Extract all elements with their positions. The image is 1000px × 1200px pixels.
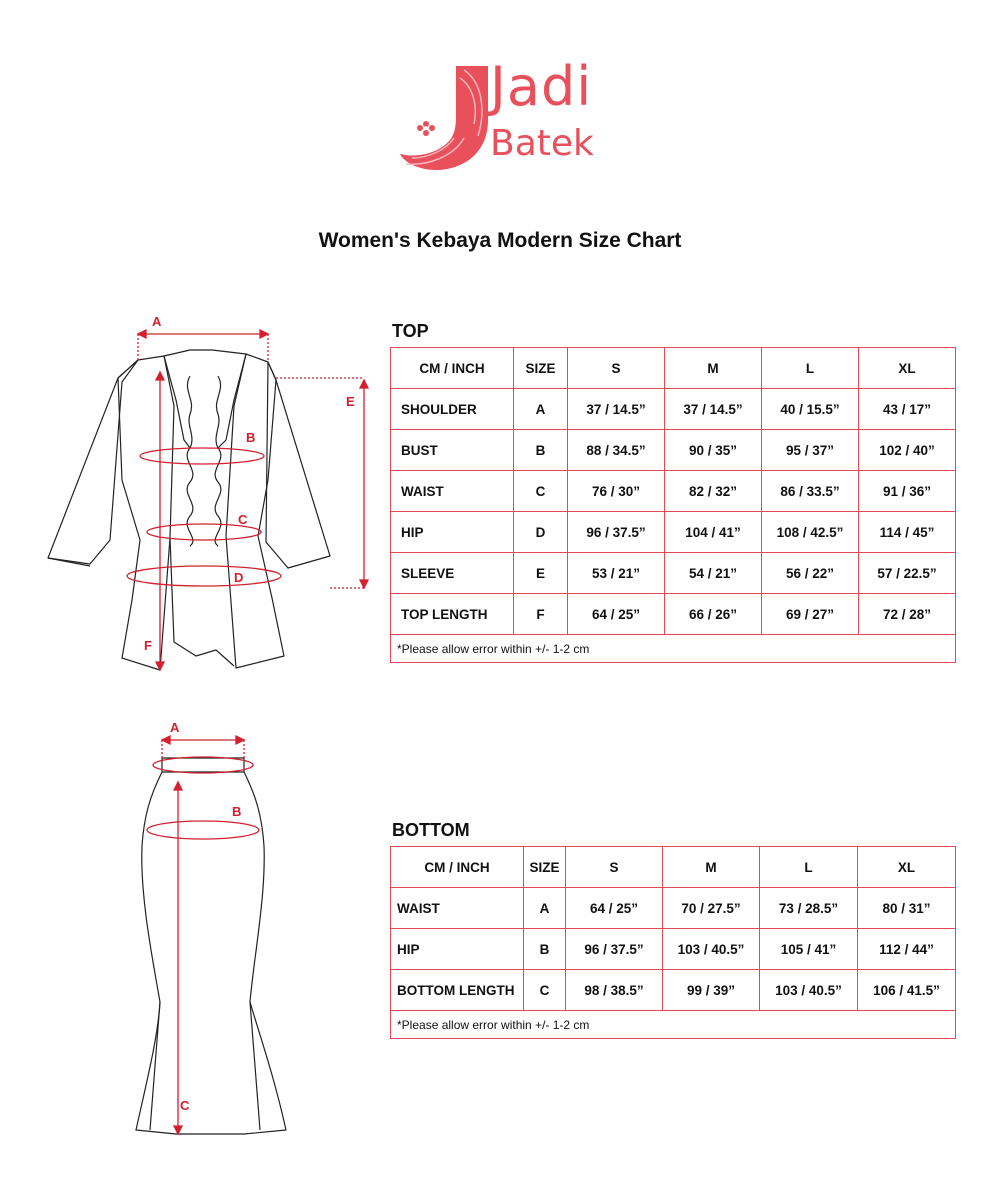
column-header: S xyxy=(566,847,663,888)
brand-name-line2: Batek xyxy=(490,123,594,164)
size-value: 76 / 30” xyxy=(568,471,665,512)
note-row xyxy=(391,635,956,663)
column-header: CM / INCH xyxy=(391,348,514,389)
column-header: M xyxy=(665,348,762,389)
size-value: 103 / 40.5” xyxy=(760,970,858,1011)
top-size-table xyxy=(390,347,956,663)
size-code: C xyxy=(524,970,566,1011)
size-value: 54 / 21” xyxy=(665,553,762,594)
size-value: 43 / 17” xyxy=(859,389,956,430)
bottom-label-c: C xyxy=(180,1098,190,1113)
size-value: 98 / 38.5” xyxy=(566,970,663,1011)
top-label-f: F xyxy=(144,638,152,653)
size-value: 112 / 44” xyxy=(858,929,956,970)
size-value: 70 / 27.5” xyxy=(663,888,760,929)
size-value: 103 / 40.5” xyxy=(663,929,760,970)
size-value: 99 / 39” xyxy=(663,970,760,1011)
size-value: 106 / 41.5” xyxy=(858,970,956,1011)
size-value: 69 / 27” xyxy=(762,594,859,635)
brand-name-line1: Jadi xyxy=(490,55,593,118)
top-label-a: A xyxy=(152,314,162,329)
size-value: 108 / 42.5” xyxy=(762,512,859,553)
size-code: A xyxy=(524,888,566,929)
size-value: 80 / 31” xyxy=(858,888,956,929)
column-header: XL xyxy=(859,348,956,389)
size-code: D xyxy=(514,512,568,553)
bottom-label-b: B xyxy=(232,804,242,819)
measure-name: TOP LENGTH xyxy=(391,594,514,635)
column-header: M xyxy=(663,847,760,888)
column-header: L xyxy=(762,348,859,389)
table-header-row xyxy=(391,348,956,389)
size-value: 88 / 34.5” xyxy=(568,430,665,471)
size-value: 72 / 28” xyxy=(859,594,956,635)
table-row xyxy=(391,970,956,1011)
size-value: 105 / 41” xyxy=(760,929,858,970)
size-value: 66 / 26” xyxy=(665,594,762,635)
size-value: 64 / 25” xyxy=(566,888,663,929)
column-header: L xyxy=(760,847,858,888)
brand-logo xyxy=(398,55,608,170)
size-value: 37 / 14.5” xyxy=(665,389,762,430)
size-value: 57 / 22.5” xyxy=(859,553,956,594)
table-row xyxy=(391,888,956,929)
tolerance-note: *Please allow error within +/- 1-2 cm xyxy=(391,1011,956,1039)
page-title: Women's Kebaya Modern Size Chart xyxy=(318,229,682,252)
tolerance-note: *Please allow error within +/- 1-2 cm xyxy=(391,635,956,663)
bottom-size-table xyxy=(390,846,956,1039)
note-row xyxy=(391,1011,956,1039)
size-code: E xyxy=(514,553,568,594)
table-row xyxy=(391,594,956,635)
column-header: SIZE xyxy=(514,348,568,389)
measure-name: SLEEVE xyxy=(391,553,514,594)
size-code: B xyxy=(524,929,566,970)
size-code: A xyxy=(514,389,568,430)
size-value: 114 / 45” xyxy=(859,512,956,553)
table-row xyxy=(391,471,956,512)
table-row xyxy=(391,929,956,970)
table-row xyxy=(391,512,956,553)
column-header: XL xyxy=(858,847,956,888)
size-value: 64 / 25” xyxy=(568,594,665,635)
size-value: 86 / 33.5” xyxy=(762,471,859,512)
size-value: 56 / 22” xyxy=(762,553,859,594)
top-label-c: C xyxy=(238,512,248,527)
top-label-e: E xyxy=(346,394,355,409)
size-value: 82 / 32” xyxy=(665,471,762,512)
top-label-b: B xyxy=(246,430,256,445)
size-value: 96 / 37.5” xyxy=(566,929,663,970)
measure-name: SHOULDER xyxy=(391,389,514,430)
measure-name: HIP xyxy=(391,929,524,970)
size-code: F xyxy=(514,594,568,635)
measure-name: BOTTOM LENGTH xyxy=(391,970,524,1011)
measure-name: WAIST xyxy=(391,888,524,929)
kebaya-skirt-diagram xyxy=(120,716,300,1140)
size-code: B xyxy=(514,430,568,471)
size-value: 37 / 14.5” xyxy=(568,389,665,430)
size-code: C xyxy=(514,471,568,512)
size-value: 53 / 21” xyxy=(568,553,665,594)
bottom-section-heading: BOTTOM xyxy=(392,820,470,840)
batik-j-mark-icon xyxy=(398,58,488,170)
size-value: 91 / 36” xyxy=(859,471,956,512)
size-value: 90 / 35” xyxy=(665,430,762,471)
top-section-heading: TOP xyxy=(392,321,429,341)
size-value: 96 / 37.5” xyxy=(568,512,665,553)
column-header: SIZE xyxy=(524,847,566,888)
size-value: 104 / 41” xyxy=(665,512,762,553)
column-header: CM / INCH xyxy=(391,847,524,888)
size-value: 102 / 40” xyxy=(859,430,956,471)
top-label-d: D xyxy=(234,570,244,585)
size-value: 73 / 28.5” xyxy=(760,888,858,929)
size-value: 95 / 37” xyxy=(762,430,859,471)
measure-name: WAIST xyxy=(391,471,514,512)
measure-name: BUST xyxy=(391,430,514,471)
table-row xyxy=(391,430,956,471)
table-row xyxy=(391,553,956,594)
kebaya-top-diagram xyxy=(40,310,380,680)
size-value: 40 / 15.5” xyxy=(762,389,859,430)
table-row xyxy=(391,389,956,430)
column-header: S xyxy=(568,348,665,389)
bottom-label-a: A xyxy=(170,720,180,735)
table-header-row xyxy=(391,847,956,888)
measure-name: HIP xyxy=(391,512,514,553)
